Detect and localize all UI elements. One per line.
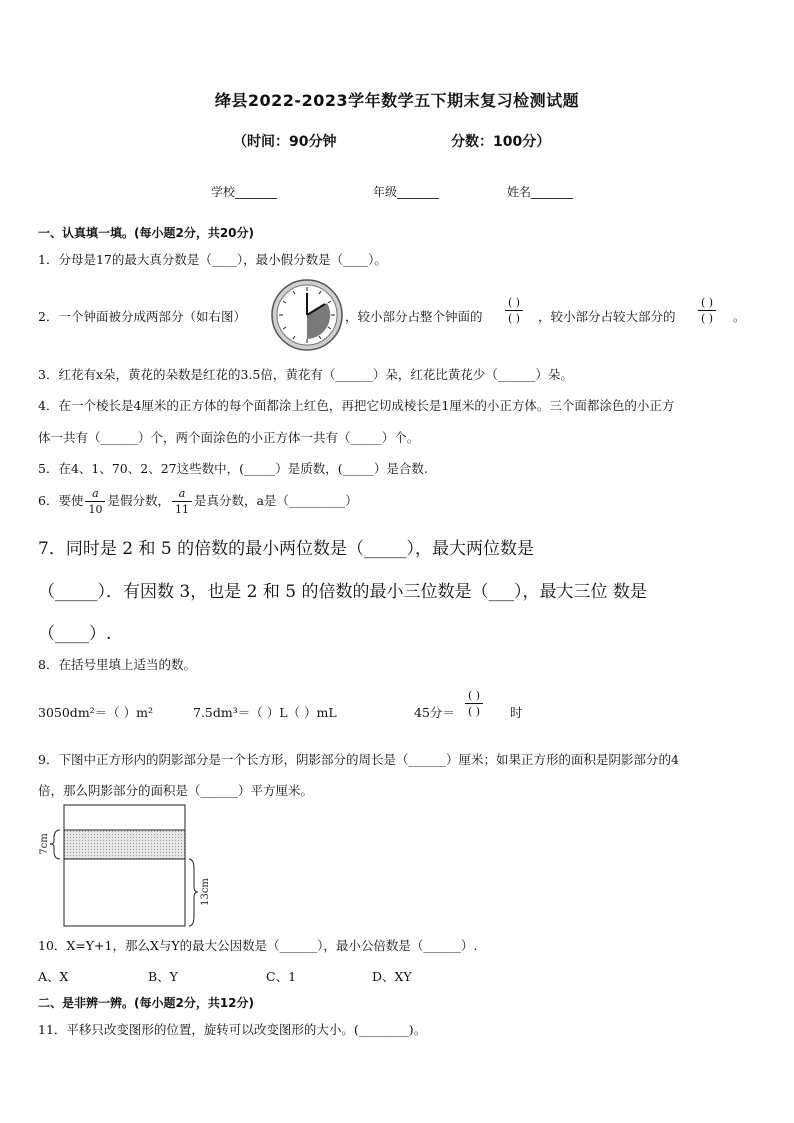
section-2-heading: 二、是非辨一辨。(每小题2分，共12分) <box>38 996 255 1010</box>
question-8-fraction <box>463 688 485 719</box>
question-2-fraction-1 <box>503 295 525 326</box>
question-6-text-c: 是真分数，a是（_________） <box>193 493 358 508</box>
question-7-line-3: （____）. <box>38 624 112 644</box>
fraction-numerator-blank: ( ) <box>465 688 483 704</box>
fraction-denominator-blank: ( ) <box>508 312 521 325</box>
question-4-line-1: 4．在一个棱长是4厘米的正方体的每个面都涂上红色，再把它切成棱长是1厘米的小正方体。三个面都涂色的小正方 <box>38 398 675 413</box>
section-1-heading: 一、认真填一填。(每小题2分，共20分) <box>38 226 255 240</box>
question-2-text-d: 。 <box>733 309 746 324</box>
question-6 <box>38 486 358 517</box>
question-2-text-b: ，较小部分占整个钟面的 <box>345 309 483 324</box>
fraction-denominator: 10 <box>88 503 103 516</box>
label-13cm: 13cm <box>200 878 211 906</box>
option-d: D、XY <box>372 969 412 984</box>
exam-title: 绛县2022-2023学年数学五下期末复习检测试题 <box>214 91 580 110</box>
fraction-denominator: 11 <box>174 503 189 516</box>
question-1: 1．分母是17的最大真分数是（____），最小假分数是（____）。 <box>38 252 387 267</box>
question-2-fraction-2 <box>696 295 718 326</box>
question-6-text-b: 是假分数， <box>107 493 170 508</box>
question-8-item-d: 时 <box>510 705 523 720</box>
fraction-denominator-blank: ( ) <box>701 312 714 325</box>
option-b: B、Y <box>148 969 178 984</box>
question-9-line-2: 倍，那么阴影部分的面积是（______）平方厘米。 <box>38 783 314 798</box>
question-8: 8．在括号里填上适当的数。 <box>38 657 196 672</box>
exam-score: 分数：100分） <box>451 134 551 150</box>
question-7-line-1: 7．同时是 2 和 5 的倍数的最小两位数是（_____），最大两位数是 <box>38 539 535 559</box>
shaded-rectangle <box>64 830 185 859</box>
question-2-text-c: ，较小部分占较大部分的 <box>538 309 676 324</box>
fraction-numerator: a <box>172 486 192 502</box>
question-5: 5．在4、1、70、2、27这些数中，(_____）是质数，(_____）是合数. <box>38 461 428 476</box>
option-c: C、1 <box>266 969 297 984</box>
question-7-line-2: （_____）．有因数 3，也是 2 和 5 的倍数的最小三位数是（___），最大三位 数是 <box>38 582 647 602</box>
fraction-numerator: a <box>85 486 105 502</box>
square-figure <box>36 803 216 931</box>
exam-time: （时间：90分钟 <box>233 134 337 150</box>
question-9-line-1: 9．下图中正方形内的阴影部分是一个长方形，阴影部分的周长是（______）厘米；如果正方形的面积是阴影部分的4 <box>38 752 679 767</box>
grade-field: 年级_______ <box>373 185 440 199</box>
question-8-item-c: 45分＝ <box>414 705 455 720</box>
option-a: A、X <box>38 969 69 984</box>
question-8-item-a: 3050dm²＝（ ）m² <box>38 705 154 720</box>
label-7cm: 7cm <box>39 833 50 855</box>
fraction-numerator-blank: ( ) <box>505 295 523 311</box>
question-4-line-2: 体一共有（______）个，两个面涂色的小正方体一共有（_____）个。 <box>38 430 420 445</box>
question-10: 10．X=Y+1，那么X与Y的最大公因数是（______），最小公倍数是（______）. <box>38 938 478 953</box>
name-field: 姓名_______ <box>507 185 574 199</box>
question-8-item-b: 7.5dm³＝（ ）L（ ）mL <box>193 705 337 720</box>
school-field: 学校_______ <box>211 185 278 199</box>
clock-figure <box>270 278 344 352</box>
question-3: 3．红花有x朵，黄花的朵数是红花的3.5倍，黄花有（______）朵，红花比黄花少（______）朵。 <box>38 367 573 382</box>
question-11: 11．平移只改变图形的位置，旋转可以改变图形的大小。(________)。 <box>38 1022 427 1037</box>
fraction-numerator-blank: ( ) <box>698 295 716 311</box>
question-2-text-a: 2．一个钟面被分成两部分（如右图） <box>38 309 246 324</box>
fraction-denominator-blank: ( ) <box>468 705 481 718</box>
question-6-text-a: 6．要使 <box>38 493 84 508</box>
